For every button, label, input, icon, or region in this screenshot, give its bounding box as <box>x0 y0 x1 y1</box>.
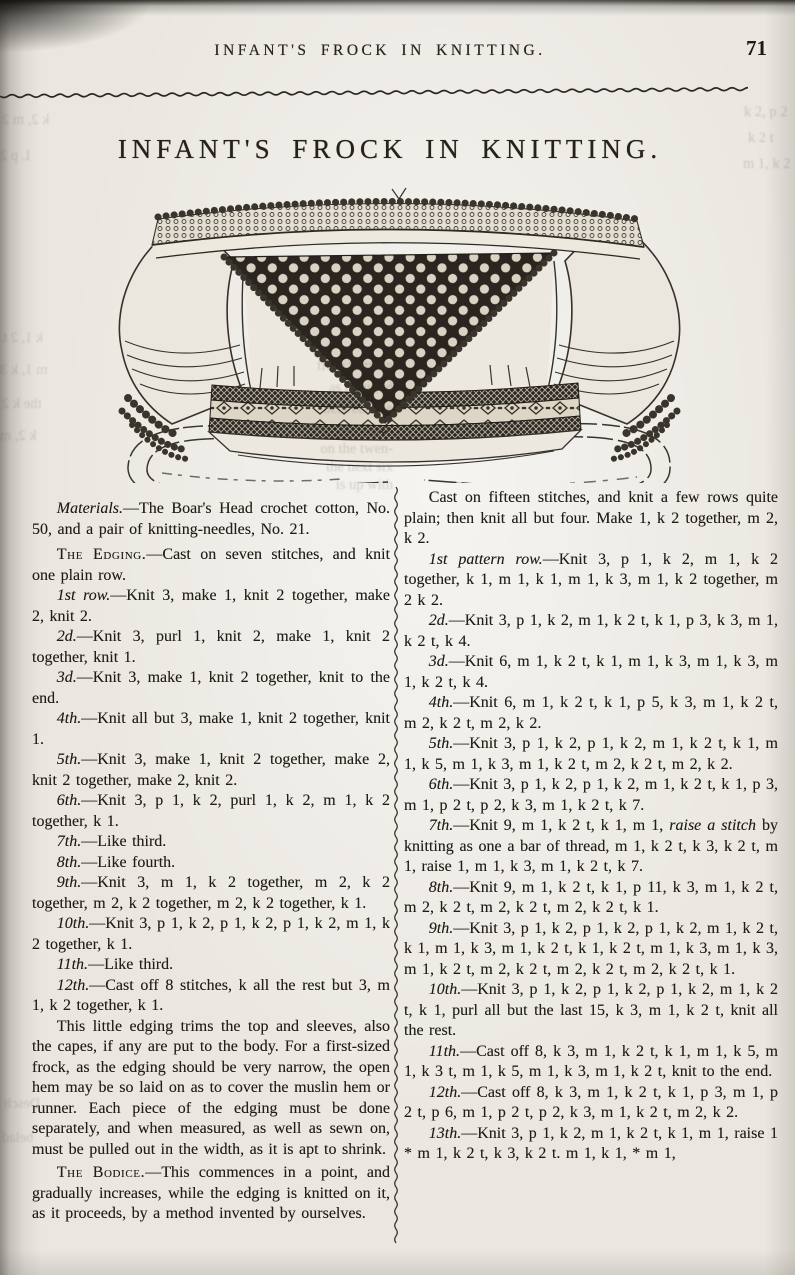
paragraph <box>404 980 778 1042</box>
text-segment: —Knit 3, p 1, k 2, m 1, k 2 t, k 1, p 3, k 3, m 1, k 2 t, k 4. <box>404 612 778 650</box>
paragraph <box>32 853 390 874</box>
text-segment: —Like third. <box>81 833 167 850</box>
text-segment: Materials. <box>56 500 124 517</box>
text-segment: This little edging trims the top and sleeves, also the capes, if any are put to the body. For a first-sized frock, as the edging should be very narrow, the open hem may be so laid on as to cover the muslin hem or runner. Each piece of the edging must be done separately, and when measured, as well as sewn on, must be pulled out in the width, as it is apt to shrink. <box>32 1017 390 1158</box>
running-header <box>0 36 795 66</box>
bleed-through-text: k 2, m <box>0 428 37 444</box>
text-segment: —This commences in a point, and gradually increases, while the edging is knitted on it, as it proceeds, by a method invented by ourselves. <box>32 1164 390 1222</box>
text-segment: —Knit 3, p 1, k 2, p 1, k 2, m 1, k 2 t, k 1, p 3, m 1, p 2 t, p 2, k 3, m 1, k 2 t, k 7. <box>404 776 778 814</box>
text-segment: 2d. <box>56 628 77 645</box>
text-segment: 13th. <box>428 1124 462 1142</box>
paragraph <box>32 499 390 540</box>
paragraph <box>32 914 390 955</box>
paragraph <box>32 709 390 750</box>
column-divider-rule <box>391 487 401 1245</box>
page-title: INFANT'S FROCK IN KNITTING. <box>117 134 663 164</box>
left-column <box>32 499 390 1225</box>
wavy-header-rule <box>0 82 748 103</box>
text-segment: 3d. <box>428 653 449 670</box>
text-segment: 9th. <box>428 919 454 937</box>
paragraph <box>404 878 778 919</box>
text-segment: —Knit 3, p 1, k 2, p 1, k 2, p 1, k 2, m 1, k 2 t, k 1, purl all but the last 15, k 3, m 1, k 2 t, knit all the rest. <box>404 981 778 1039</box>
paragraph <box>404 775 778 816</box>
text-segment: —Like fourth. <box>81 853 176 871</box>
text-segment: 12th. <box>56 976 90 994</box>
text-segment: 2d. <box>428 612 449 629</box>
text-segment: raise a stitch <box>669 817 756 834</box>
text-segment: —The Boar's Head crochet cotton, No. 50, and a pair of knitting-needles, No. 21. <box>32 500 390 538</box>
text-segment: 10th. <box>428 981 462 998</box>
paragraph <box>404 816 778 878</box>
paragraph <box>32 791 390 832</box>
text-segment: —Knit 9, m 1, k 2 t, k 1, m 1, <box>453 817 670 834</box>
text-segment: 5th. <box>428 735 454 752</box>
text-segment: 12th. <box>428 1083 462 1101</box>
text-segment: —Knit 3, p 1, k 2, p 1, k 2, p 1, k 2, m 1, k 2 t, k 1, m 1, k 3, m 1, k 2 t, k 1, k 2 t, m 1, k 3, m 1, k 3, m 1, k 2 t, m 2, k 2 t, m 2, k 2 t, m 2, k 2 t, k 1. <box>404 919 778 978</box>
text-segment: 11th. <box>56 956 89 973</box>
text-segment: —Knit 3, p 1, k 2, p 1, k 2, p 1, k 2, m 1, k 2 together, k 1. <box>32 915 390 953</box>
running-title: INFANT'S FROCK IN KNITTING. <box>214 42 546 59</box>
bleed-through-text: between the <box>323 401 393 417</box>
paragraph <box>404 919 778 981</box>
text-segment: 5th. <box>56 751 82 768</box>
text-segment: 10th. <box>56 915 90 932</box>
paragraph <box>404 652 778 693</box>
text-segment: 3d. <box>56 669 77 686</box>
text-segment: 6th. <box>428 776 454 793</box>
paragraph <box>32 668 390 709</box>
paragraph <box>404 1083 778 1124</box>
bleed-through-text: k 2 t <box>748 130 774 146</box>
paragraph <box>32 586 390 627</box>
text-segment: —Knit 3, p 1, k 2, m 1, k 2 together, k 1, m 1, k 1, m 1, k 3, m 1, k 2 together, m 2 k 2. <box>404 550 779 609</box>
text-segment: 7th. <box>428 817 454 834</box>
bleed-through-text: is up with <box>335 477 393 493</box>
paragraph <box>32 627 390 668</box>
paragraph <box>404 1124 778 1165</box>
text-segment: —Knit 3, make 1, knit 2 together, make 2, knit 2. <box>32 587 390 625</box>
text-segment: —Like third. <box>88 956 174 973</box>
bleed-through-text: m 1, k 3 <box>0 362 48 378</box>
bleed-through-text: k 2, m 2 <box>2 112 50 128</box>
paragraph <box>32 1017 390 1161</box>
paragraph <box>404 734 778 775</box>
paragraph <box>32 750 390 791</box>
text-segment: 1st row. <box>56 587 111 604</box>
bleed-through-text: from thirteen <box>316 358 393 374</box>
text-segment: 4th. <box>56 710 82 727</box>
text-segment: 8th. <box>56 853 82 871</box>
bleed-through-text: L p 2 <box>0 148 31 164</box>
text-segment: by knitting as one a bar of thread, m 1, k 2 t, k 3, k 2 t, m 1, raise 1, m 1, k 3, m 1, k 2 t, k 7. <box>404 817 779 875</box>
text-segment: 9th. <box>56 874 82 891</box>
paragraph <box>32 873 390 914</box>
paragraph <box>32 545 390 586</box>
paragraph <box>32 832 390 853</box>
text-segment: —Knit 3, p 1, k 2, p 1, k 2, m 1, k 2 t, k 1, m 1, k 5, m 1, k 3, m 1, k 2 t, m 2, k 2 t, m 2, k 2. <box>404 735 778 773</box>
text-segment: 11th. <box>428 1042 461 1060</box>
text-segment: —Knit 6, m 1, k 2 t, k 1, p 5, k 3, m 1, k 2 t, m 2, k 2 t, m 2, k 2. <box>404 694 778 732</box>
frock-engraving-illustration <box>92 183 707 483</box>
text-segment: —Knit 6, m 1, k 2 t, k 1, m 1, k 3, m 1, k 3, m 1, k 2 t, k 4. <box>404 653 778 691</box>
neckline-lace-band <box>152 188 644 259</box>
paragraph <box>32 1163 390 1225</box>
text-segment: —Cast on seven stitches, and knit one plain row. <box>32 546 391 584</box>
bleed-through-text: k 1, 2 t <box>3 330 44 346</box>
text-segment: —Cast off 8, k 3, m 1, k 2 t, k 1, p 3, m 1, p 2 t, p 6, m 1, p 2 t, p 2, k 3, m 1, k 2 t, m 2, k 2. <box>404 1083 778 1121</box>
paragraph <box>32 976 390 1017</box>
text-segment: —Knit 3, purl 1, knit 2, make 1, knit 2 together, knit 1. <box>32 628 390 666</box>
text-segment: —Knit 3, p 1, k 2, purl 1, k 2, m 1, k 2 together, k 1. <box>32 792 390 830</box>
bleed-through-text: on the twen- <box>320 441 393 457</box>
text-segment: —Knit 9, m 1, k 2 t, k 1, p 11, k 3, m 1, k 2 t, m 2, k 2 t, m 2, k 2 t, m 2, k 2 t, k 1. <box>404 878 778 916</box>
paragraph <box>32 955 390 976</box>
right-column <box>404 488 778 1165</box>
bleed-through-text: m 1, k 2 <box>743 156 791 172</box>
text-segment: 1st pattern row. <box>428 550 543 568</box>
bleed-through-text: as required <box>328 380 393 396</box>
bleed-through-text: k 2, p 2 <box>744 104 788 120</box>
text-segment: —Knit all but 3, make 1, knit 2 together, knit 1. <box>32 710 390 748</box>
paragraph <box>404 488 778 550</box>
bleed-through-text: the k 2 <box>2 396 42 412</box>
text-segment: Cast on fifteen stitches, and knit a few rows quite plain; then knit all but four. Make 1, k 2 together, m 2, k 2. <box>404 489 778 547</box>
text-segment: —Knit 3, p 1, k 2, m 1, k 2 t, k 1, m 1, raise 1 * m 1, k 2 t, k 3, k 2 t. m 1, k 1, * m 1, <box>404 1124 778 1162</box>
text-segment: 4th. <box>428 694 454 711</box>
text-segment: —Cast off 8, k 3, m 1, k 2 t, k 1, m 1, k 5, m 1, k 3 t, m 1, k 5, m 1, k 3, m 1, k 2 t, knit to the end. <box>404 1042 778 1080</box>
text-segment: —Cast off 8 stitches, k all the rest but 3, m 1, k 2 together, k 1. <box>32 976 390 1014</box>
text-segment: 8th. <box>428 878 454 896</box>
text-segment: The Bodice. <box>56 1164 146 1181</box>
paragraph <box>404 1042 778 1083</box>
page-number: 71 <box>746 36 767 60</box>
bleed-through-text: Desch <box>4 1096 41 1112</box>
paragraph <box>404 693 778 734</box>
text-segment: The Edging. <box>56 546 147 563</box>
text-segment: 7th. <box>56 833 82 850</box>
paragraph <box>404 550 778 612</box>
paragraph <box>404 611 778 652</box>
bleed-through-text: belad <box>2 1130 34 1146</box>
text-segment: —Knit 3, make 1, knit 2 together, make 2, knit 2 together, make 2, knit 2. <box>32 751 390 789</box>
text-segment: 6th. <box>56 792 82 809</box>
text-segment: —Knit 3, m 1, k 2 together, m 2, k 2 together, m 2, k 2 together, m 2, k 2 together, k 1. <box>32 874 390 912</box>
text-segment: —Knit 3, make 1, knit 2 together, knit to the end. <box>32 669 390 707</box>
bleed-through-text: the next six <box>326 459 393 475</box>
bleed-through-text: Then, the repe- <box>304 421 393 437</box>
